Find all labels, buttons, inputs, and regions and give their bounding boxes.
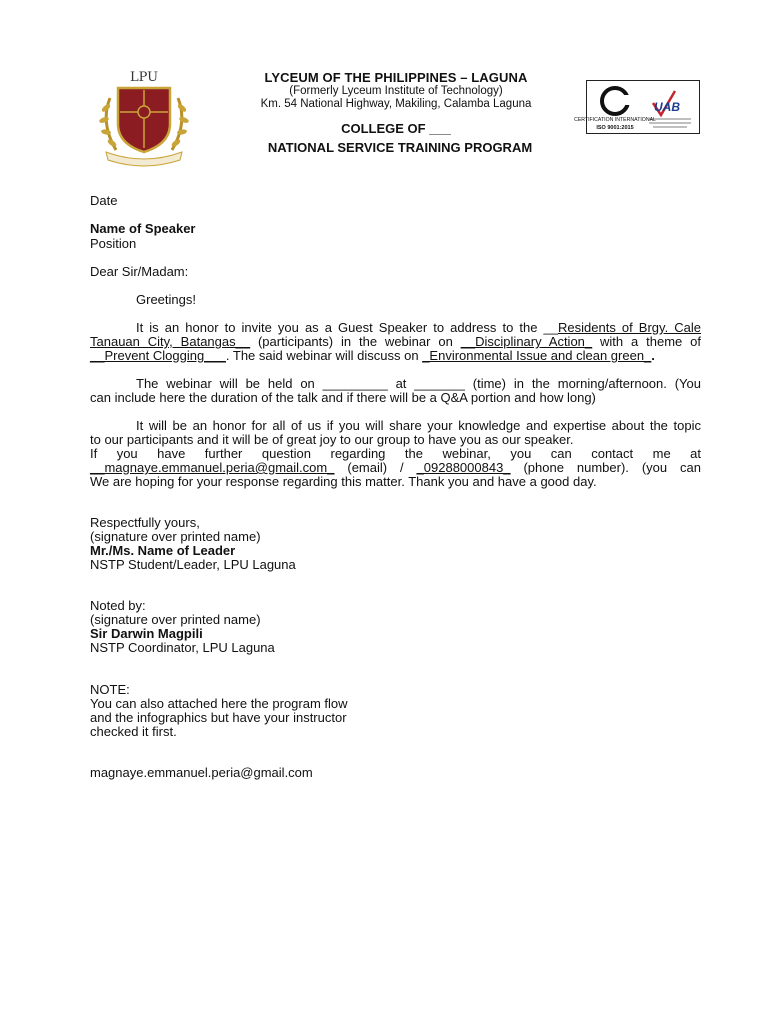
program-name: NATIONAL SERVICE TRAINING PROGRAM (267, 140, 533, 155)
iso-label: ISO 9001:2015 (596, 125, 634, 131)
coordinator-role: NSTP Coordinator, LPU Laguna (90, 640, 275, 655)
coordinator-name: Sir Darwin Magpili (90, 626, 203, 641)
note-line: You can also attached here the program flow (90, 696, 348, 711)
signature-note: (signature over printed name) (90, 612, 261, 627)
speaker-position: Position (90, 236, 137, 251)
webinar-title-field: __Disciplinary Action_ (460, 334, 593, 349)
greeting: Greetings! (136, 292, 196, 307)
participants-field-cont: Tanauan City, Batangas__ (90, 334, 251, 349)
paragraph-1-line-1: It is an honor to invite you as a Guest Speaker to address to the __Residents of Brgy. Cale (136, 320, 701, 335)
salutation: Dear Sir/Madam: (90, 264, 189, 279)
participants-field: Residents of Brgy. Cale (558, 320, 701, 335)
paragraph-2-line-1: The webinar will be held on _________ at _______ (time) in the morning/afternoon. (You (136, 376, 701, 391)
signature-note: (signature over printed name) (90, 529, 261, 544)
cert-label: CERTIFICATION INTERNATIONAL (574, 117, 656, 123)
note-line: checked it first. (90, 724, 177, 739)
uab-label: UAB (654, 100, 680, 114)
paragraph-3-line-2: to our participants and it will be of great joy to our group to have you as our speaker. (90, 432, 574, 447)
lpu-logo (96, 68, 192, 168)
letter-date: Date (90, 193, 118, 208)
topic-field: _Environmental Issue and clean green_ (422, 348, 652, 363)
note-line: and the infographics but have your instructor (90, 710, 347, 725)
paragraph-3-line-3: If you have further question regarding the webinar, you can contact me at (90, 446, 701, 461)
paragraph-2-line-2: can include here the duration of the talk and if there will be a Q&A portion and how long) (90, 390, 596, 405)
footer-email: magnaye.emmanuel.peria@gmail.com (90, 765, 313, 780)
paragraph-3-line-1: It will be an honor for all of us if you will share your knowledge and expertise about the topic (136, 418, 701, 433)
speaker-name: Name of Speaker (90, 221, 196, 236)
lpu-logo-text: LPU (129, 70, 159, 85)
contact-email: __magnaye.emmanuel.peria@gmail.com_ (90, 460, 335, 475)
paragraph-3-line-4: __magnaye.emmanuel.peria@gmail.com_ (email) / _09288000843_ (phone number). (you can (90, 460, 701, 475)
certification-logo (574, 80, 700, 134)
contact-phone: _09288000843_ (416, 460, 511, 475)
university-address: Km. 54 National Highway, Makiling, Calamba Laguna (260, 98, 532, 110)
letterhead (220, 70, 572, 136)
university-name: LYCEUM OF THE PHILIPPINES – LAGUNA (264, 70, 528, 85)
paragraph-1-line-2: Tanauan City, Batangas__ (participants) in the webinar on __Disciplinary Action_ with a theme of (90, 334, 701, 349)
college-name: COLLEGE OF ___ (341, 121, 451, 136)
noted-by: Noted by: (90, 598, 146, 613)
paragraph-1-line-3: __Prevent Clogging___. The said webinar will discuss on _Environmental Issue and clean green_. (90, 348, 655, 363)
note-title: NOTE: (90, 682, 130, 697)
closing: Respectfully yours, (90, 515, 200, 530)
university-formerly: (Formerly Lyceum Institute of Technology) (289, 85, 503, 97)
leader-role: NSTP Student/Leader, LPU Laguna (90, 557, 296, 572)
leader-name: Mr./Ms. Name of Leader (90, 543, 236, 558)
paragraph-3-line-5: We are hoping for your response regarding this matter. Thank you and have a good day. (90, 474, 597, 489)
theme-field: __Prevent Clogging___ (90, 348, 226, 363)
